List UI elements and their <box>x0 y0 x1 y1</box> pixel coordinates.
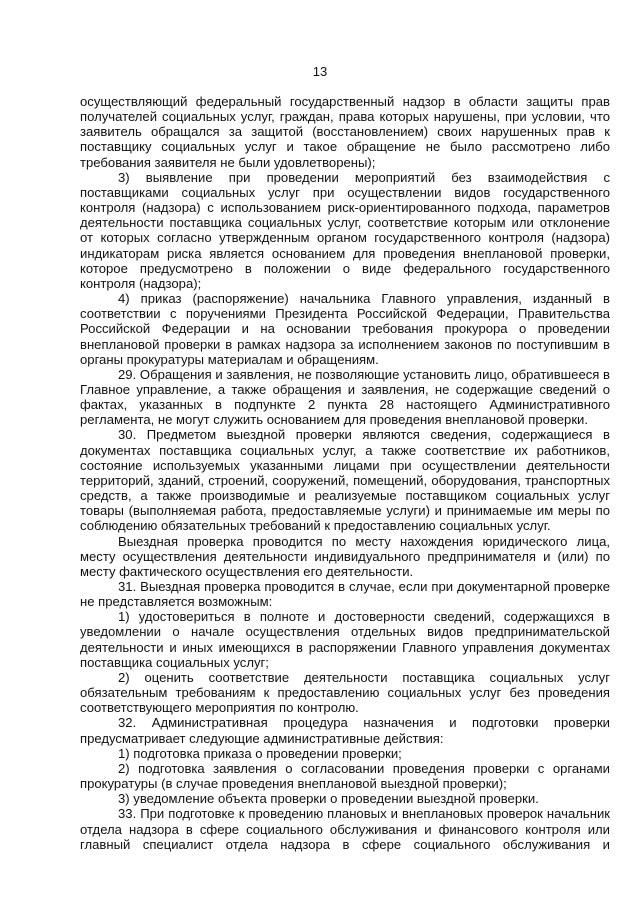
paragraph: 3) выявление при проведении мероприятий без взаимодействия с поставщиками социальных услуг при осуществлении видов государственного контроля (надзора) с использованием риск-ориентированного подхода, параметров деятельности поставщика социальных услуг, соответствие которым или отклонение от которых согласно утвержденным органом государственного контроля (надзора) индикаторам риска является основанием для проведения внеплановой проверки, которое предусмотрено в положении о виде федерального государственного контроля (надзора); <box>80 169 610 291</box>
paragraph: 29. Обращения и заявления, не позволяющие установить лицо, обратившееся в Главное управление, а также обращения и заявления, не содержащие сведений о фактах, указанных в подпункте 2 пункта 28 настоящего Административного регламента, не могут служить основанием для проведения внеплановой проверки. <box>80 366 610 428</box>
paragraph: осуществляющий федеральный государственный надзор в области защиты прав получателей социальных услуг, граждан, права которых нарушены, при условии, что заявитель обращался за защитой (восстановлением) своих нарушенных прав к поставщику социальных услуг и такое обращение не было рассмотрено либо требования заявителя не были удовлетворены); <box>80 94 610 170</box>
paragraph: 31. Выездная проверка проводится в случае, если при документарной проверке не представляется возможным: <box>80 579 610 610</box>
paragraph: 2) подготовка заявления о согласовании проведения проверки с органами прокуратуры (в случае проведения внеплановой выездной проверки); <box>80 760 610 792</box>
paragraph: 4) приказ (распоряжение) начальника Главного управления, изданный в соответствии с поручениями Президента Российской Федерации, Правительства Российской Федерации и на основании требования прокурора о проведении внеплановой проверки в рамках надзора за исполнением законов по поступившим в органы прокуратуры материалам и обращениям. <box>80 291 610 367</box>
paragraph: 1) подготовка приказа о проведении проверки; <box>118 745 402 761</box>
paragraph: 33. При подготовке к проведению плановых и внеплановых проверок начальник отдела надзора в сфере социального обслуживания и финансового контроля или главный специалист отдела надзора в сфере социального обслуживания и <box>80 806 610 852</box>
paragraph: 30. Предметом выездной проверки являются сведения, содержащиеся в документах поставщика социальных услуг, а также соответствие их работников, состояние используемых указанными лицами при осуществлении деятельности территорий, зданий, строений, сооружений, помещений, оборудования, транспортных средств, а также производимые и реализуемые поставщиком социальных услуг товары (выполняемая работа, предоставляемые услуги) и принимаемые им меры по соблюдению обязательных требований к предоставлению социальных услуг. <box>80 427 610 534</box>
paragraph: 3) уведомление объекта проверки о проведении выездной проверки. <box>118 791 539 807</box>
page-number: 13 <box>312 64 328 79</box>
paragraph: 2) оценить соответствие деятельности поставщика социальных услуг обязательным требованиям к предоставлению социальных услуг без проведения соответствующего мероприятия по контролю. <box>80 669 610 716</box>
document-body <box>80 94 610 852</box>
paragraph: 32. Административная процедура назначения и подготовки проверки предусматривает следующие административные действия: <box>80 715 610 746</box>
paragraph: Выездная проверка проводится по месту нахождения юридического лица, месту осуществления деятельности индивидуального предпринимателя и (или) по месту фактического осуществления его деятельности. <box>80 533 610 579</box>
paragraph: 1) удостовериться в полноте и достоверности сведений, содержащихся в уведомлении о начале осуществления отдельных видов предпринимательской деятельности и иных имеющихся в распоряжении Главного управления документах поставщика социальных услуг; <box>80 609 610 670</box>
